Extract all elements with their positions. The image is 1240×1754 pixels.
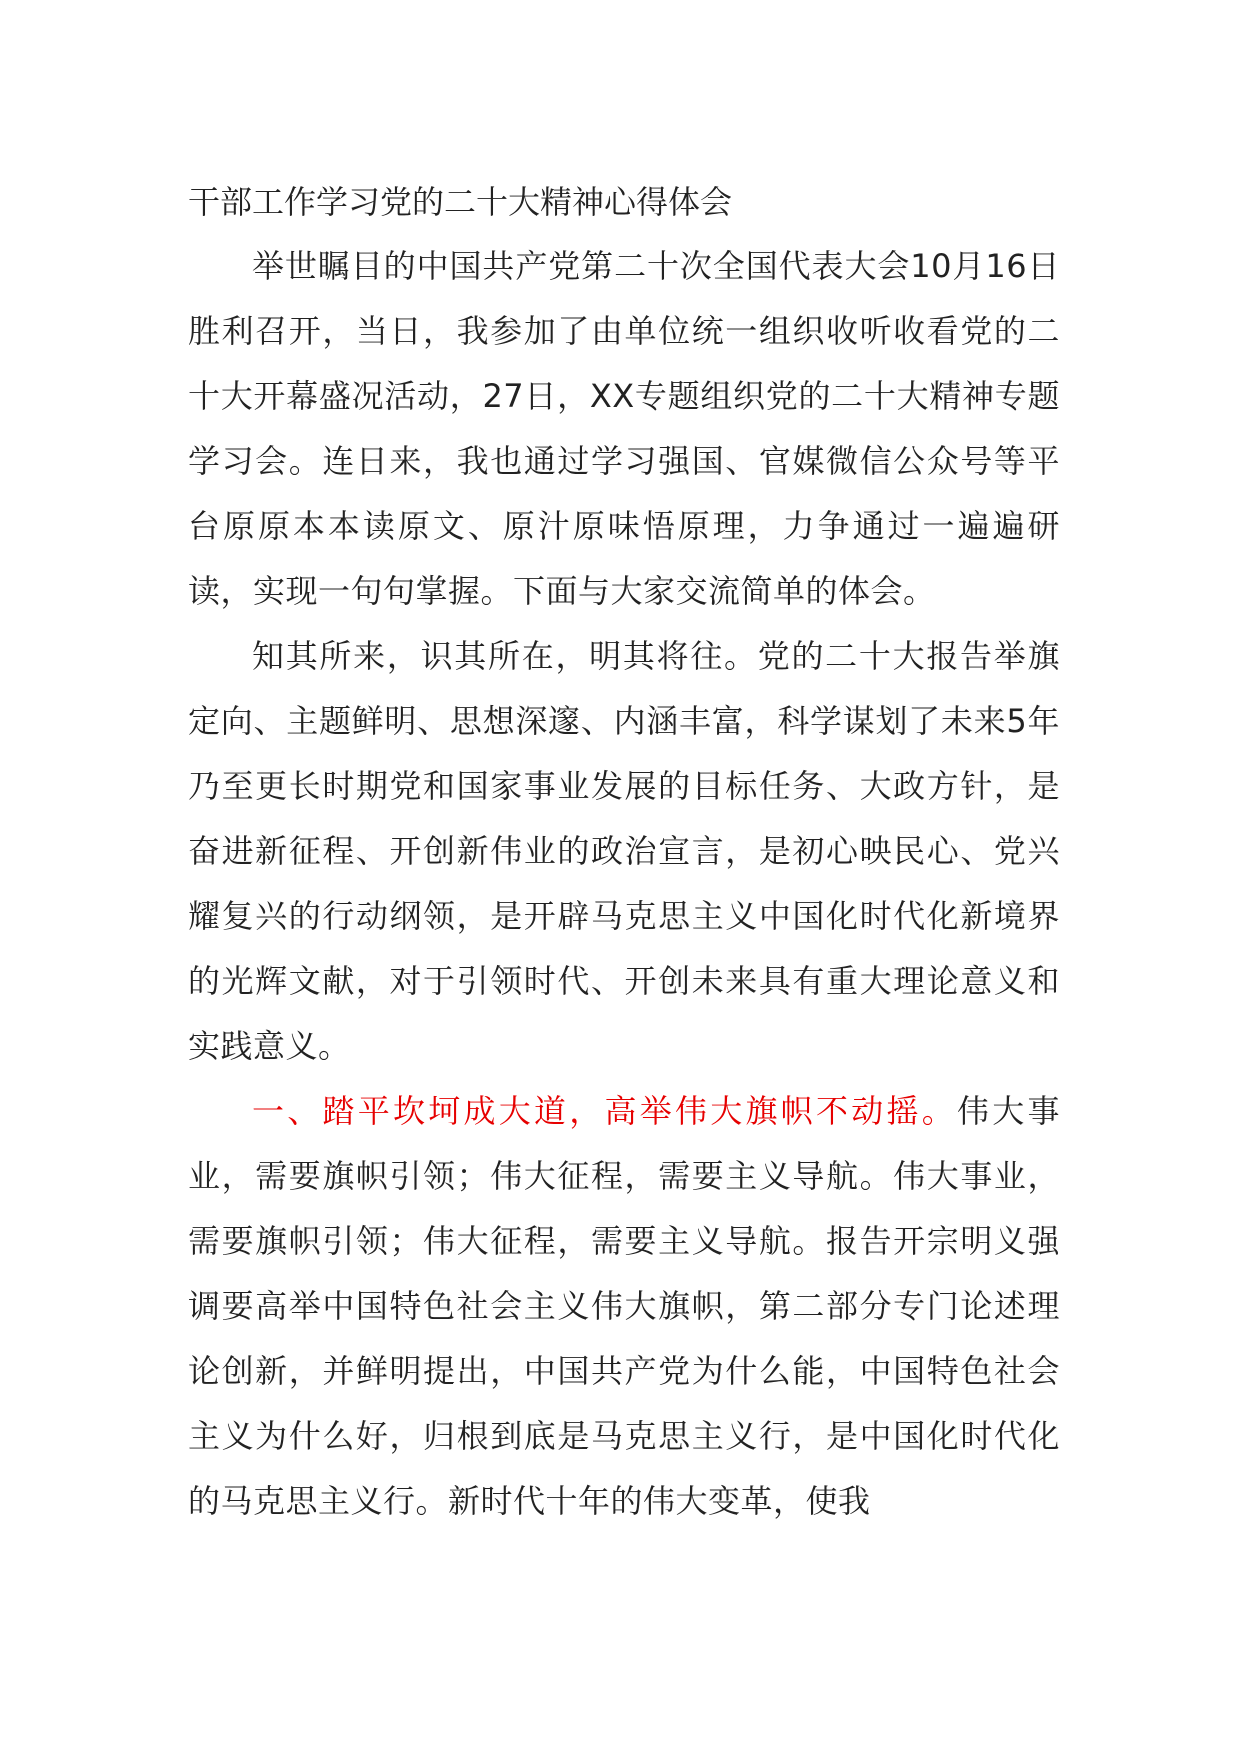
paragraph-report-summary: 知其所来，识其所在，明其将往。党的二十大报告举旗定向、主题鲜明、思想深邃、内涵丰富，科学谋划了未来5年乃至更长时期党和国家事业发展的目标任务、大政方针，是奋进新征程、开创新伟业的政治宣言，是初心映民心、党兴耀复兴的行动纲领，是开辟马克思主义中国化时代化新境界的光辉文献，对于引领时代、开创未来具有重大理论意义和实践意义。 xyxy=(188,637,1060,1065)
section-1-body: 伟大事业，需要旗帜引领；伟大征程，需要主义导航。伟大事业，需要旗帜引领；伟大征程，需要主义导航。报告开宗明义强调要高举中国特色社会主义伟大旗帜，第二部分专门论述理论创新，并鲜明提出，中国共产党为什么能，中国特色社会主义为什么好，归根到底是马克思主义行，是中国化时代化的马克思主义行。新时代十年的伟大变革，使我 xyxy=(188,1092,1060,1520)
section-1-heading: 一、踏平坎坷成大道，高举伟大旗帜不动摇。 xyxy=(252,1092,957,1130)
document-page xyxy=(188,170,1060,1534)
document-title: 干部工作学习党的二十大精神心得体会 xyxy=(188,183,733,221)
section-1-paragraph xyxy=(188,1079,1060,1534)
paragraph-intro: 举世瞩目的中国共产党第二十次全国代表大会10月16日胜利召开，当日，我参加了由单位统一组织收听收看党的二十大开幕盛况活动，27日，XX专题组织党的二十大精神专题学习会。连日来，我也通过学习强国、官媒微信公众号等平台原原本本读原文、原汁原味悟原理，力争通过一遍遍研读，实现一句句掌握。下面与大家交流简单的体会。 xyxy=(188,247,1060,610)
